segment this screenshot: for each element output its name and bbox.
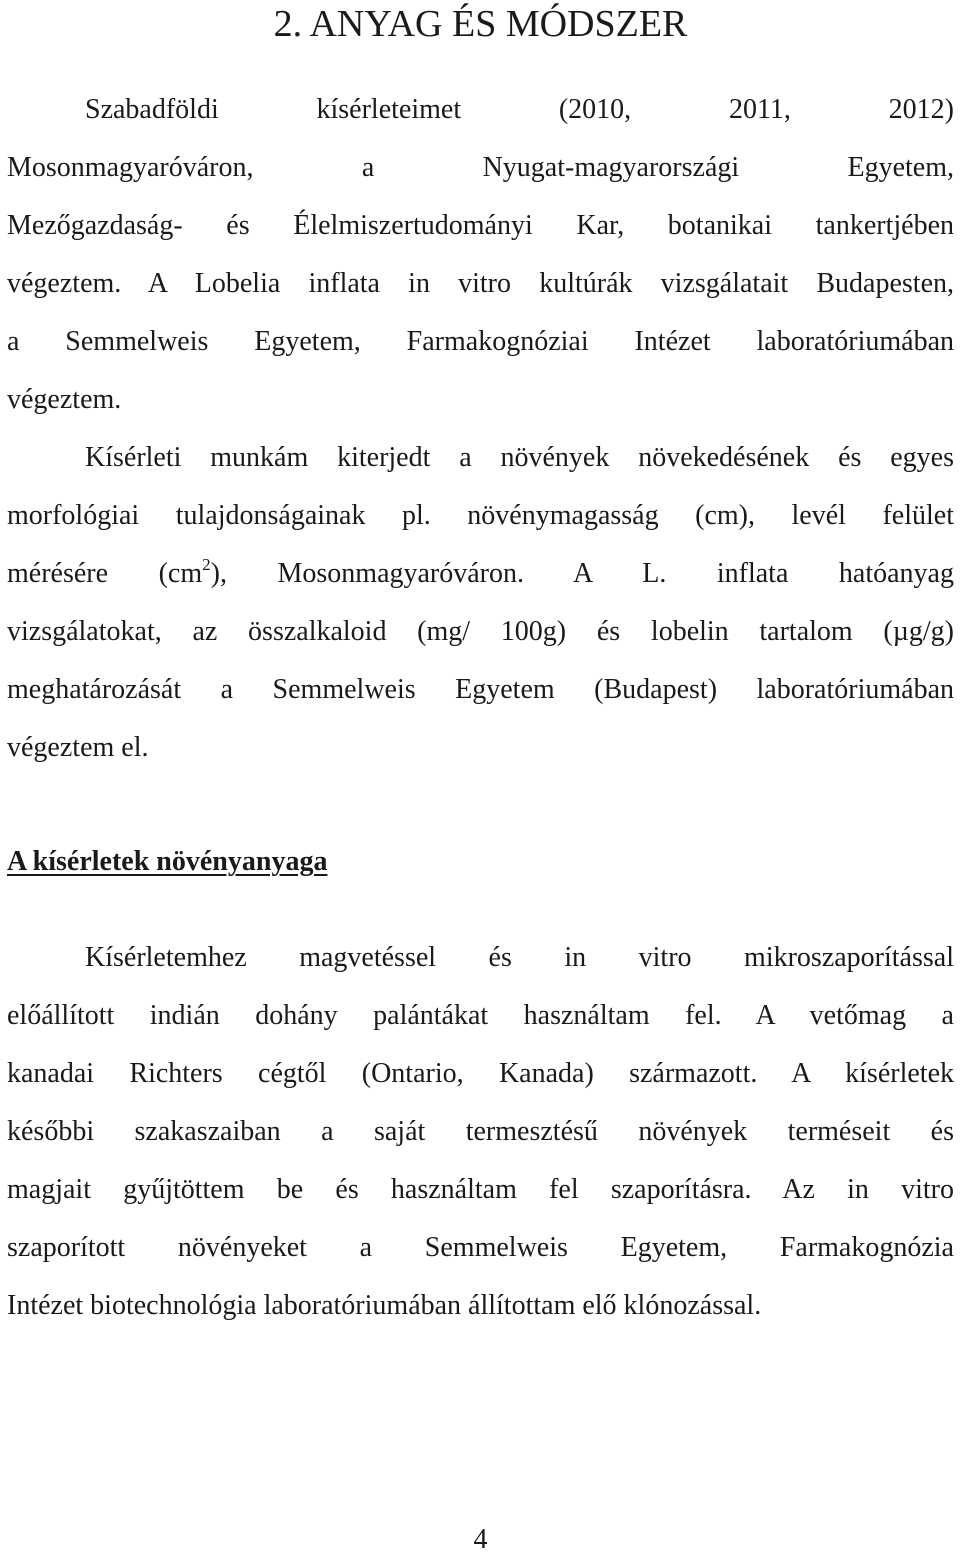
text-line: Mezőgazdaság- és Élelmiszertudományi Kar, botanikai tankertjében bbox=[7, 210, 954, 241]
superscript: 2 bbox=[202, 554, 211, 574]
text-line: morfológiai tulajdonságainak pl. növénymagasság (cm), levél felület bbox=[7, 500, 954, 531]
page-number: 4 bbox=[473, 1524, 488, 1555]
text-line: meghatározását a Semmelweis Egyetem (Budapest) laboratóriumában bbox=[7, 674, 954, 705]
text-line: végeztem. A Lobelia inflata in vitro kultúrák vizsgálatait Budapesten, bbox=[7, 268, 954, 299]
text-line: magjait gyűjtöttem be és használtam fel szaporításra. Az in vitro bbox=[7, 1174, 954, 1205]
text-segment: mérésére (cm bbox=[7, 558, 203, 589]
chapter-title: 2. ANYAG ÉS MÓDSZER bbox=[273, 3, 688, 45]
text-line: későbbi szakaszaiban a saját termesztésű növények terméseit és bbox=[7, 1116, 954, 1147]
text-segment: ), Mosonmagyaróváron. A L. inflata hatóanyag bbox=[210, 558, 954, 589]
intro-paragraph-1 bbox=[7, 81, 954, 429]
material-paragraph bbox=[7, 929, 954, 1335]
text-line: Szabadföldi kísérleteimet (2010, 2011, 2012) bbox=[85, 94, 954, 125]
section-heading: A kísérletek növényanyaga bbox=[7, 846, 328, 877]
text-line: szaporított növényeket a Semmelweis Egyetem, Farmakognózia bbox=[7, 1232, 954, 1263]
text-line: Mosonmagyaróváron, a Nyugat-magyarországi Egyetem, bbox=[7, 152, 954, 183]
intro-paragraph-2 bbox=[7, 429, 954, 777]
text-line: végeztem el. bbox=[7, 732, 149, 763]
document-page bbox=[7, 0, 954, 1561]
text-line: Kísérleti munkám kiterjedt a növények növekedésének és egyes bbox=[85, 442, 954, 473]
text-line: vizsgálatokat, az összalkaloid (mg/ 100g) és lobelin tartalom (µg/g) bbox=[7, 616, 954, 647]
text-line-with-superscript bbox=[7, 545, 954, 603]
text-line: a Semmelweis Egyetem, Farmakognóziai Intézet laboratóriumában bbox=[7, 326, 954, 357]
text-line: végeztem. bbox=[7, 384, 122, 415]
text-line: Intézet biotechnológia laboratóriumában állítottam elő klónozással. bbox=[7, 1290, 762, 1321]
text-line: előállított indián dohány palántákat használtam fel. A vetőmag a bbox=[7, 1000, 954, 1031]
text-line: Kísérletemhez magvetéssel és in vitro mikroszaporítással bbox=[85, 942, 954, 973]
text-line: kanadai Richters cégtől (Ontario, Kanada) származott. A kísérletek bbox=[7, 1058, 954, 1089]
